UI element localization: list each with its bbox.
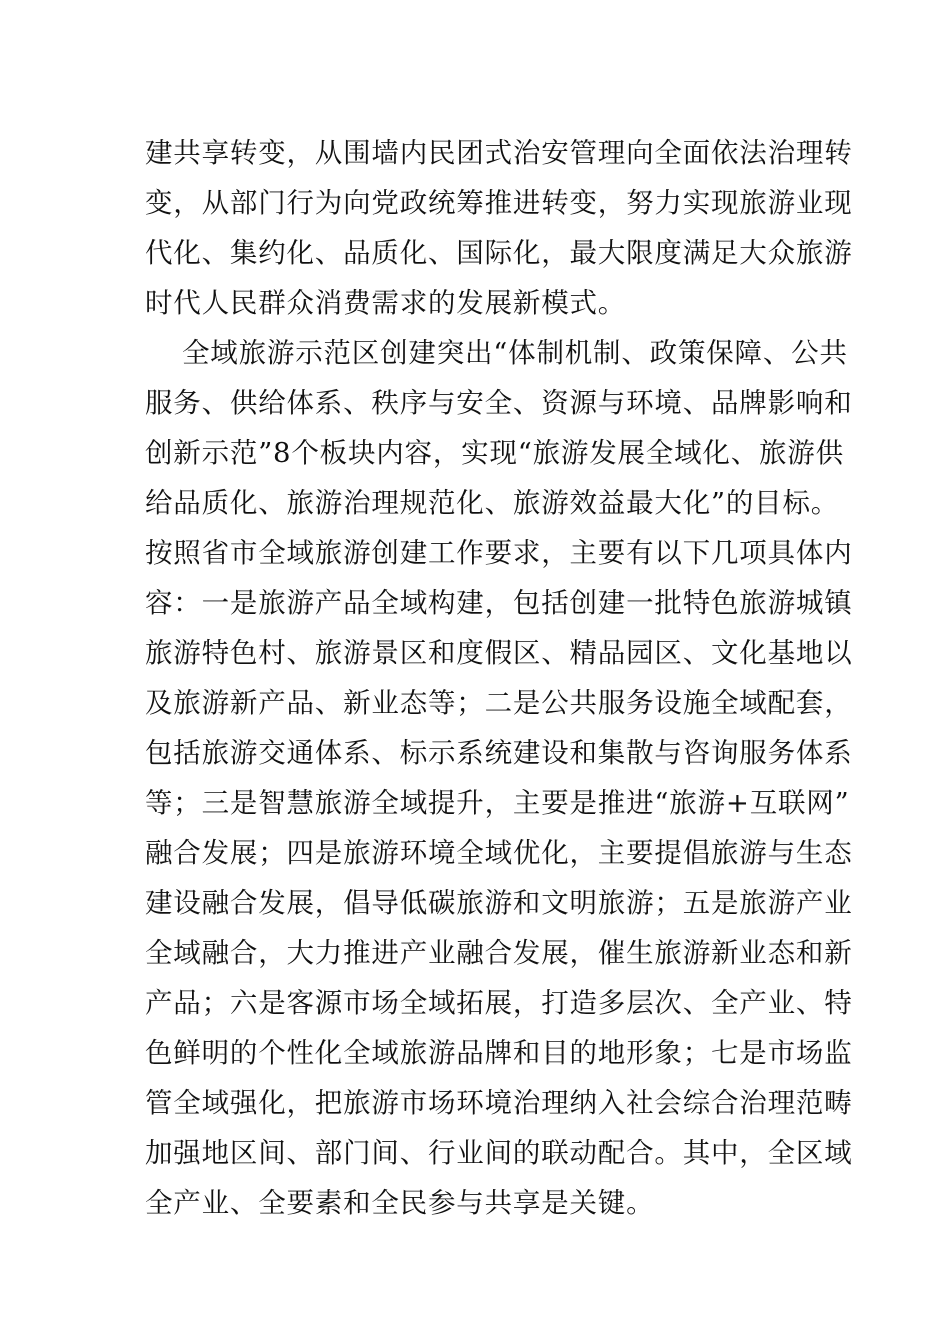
text-line: 管全域强化，把旅游市场环境治理纳入社会综合治理范畴 xyxy=(145,1087,853,1119)
text-line: 建设融合发展，倡导低碳旅游和文明旅游；五是旅游产业 xyxy=(145,887,853,919)
text-line: 融合发展；四是旅游环境全域优化，主要提倡旅游与生态 xyxy=(145,837,853,869)
text-line: 建共享转变，从围墙内民团式治安管理向全面依法治理转 xyxy=(145,137,853,169)
text-line: 变，从部门行为向党政统筹推进转变，努力实现旅游业现 xyxy=(145,187,853,219)
text-line: 容：一是旅游产品全域构建，包括创建一批特色旅游城镇 xyxy=(145,587,853,619)
text-line: 色鲜明的个性化全域旅游品牌和目的地形象；七是市场监 xyxy=(145,1037,853,1069)
text-line: 包括旅游交通体系、标示系统建设和集散与咨询服务体系 xyxy=(145,737,853,769)
text-line: 创新示范”8个板块内容，实现“旅游发展全域化、旅游供 xyxy=(145,437,844,469)
text-line: 时代人民群众消费需求的发展新模式。 xyxy=(145,287,627,319)
text-line: 代化、集约化、品质化、国际化，最大限度满足大众旅游 xyxy=(145,237,853,269)
text-line: 产品；六是客源市场全域拓展，打造多层次、全产业、特 xyxy=(145,987,853,1019)
text-line: 及旅游新产品、新业态等；二是公共服务设施全域配套， xyxy=(145,687,853,719)
text-line: 等；三是智慧旅游全域提升，主要是推进“旅游+互联网” xyxy=(145,787,850,819)
text-line: 全域融合，大力推进产业融合发展，催生旅游新业态和新 xyxy=(145,937,853,969)
text-line: 给品质化、旅游治理规范化、旅游效益最大化”的目标。 xyxy=(145,487,840,519)
text-line: 按照省市全域旅游创建工作要求，主要有以下几项具体内 xyxy=(145,537,853,569)
text-line: 旅游特色村、旅游景区和度假区、精品园区、文化基地以 xyxy=(145,637,853,669)
text-line: 服务、供给体系、秩序与安全、资源与环境、品牌影响和 xyxy=(145,387,853,419)
paragraph-first-line: 全域旅游示范区创建突出“体制机制、政策保障、公共 xyxy=(182,337,848,369)
text-line: 全产业、全要素和全民参与共享是关键。 xyxy=(145,1187,655,1219)
text-line: 加强地区间、部门间、行业间的联动配合。其中，全区域 xyxy=(145,1137,853,1169)
